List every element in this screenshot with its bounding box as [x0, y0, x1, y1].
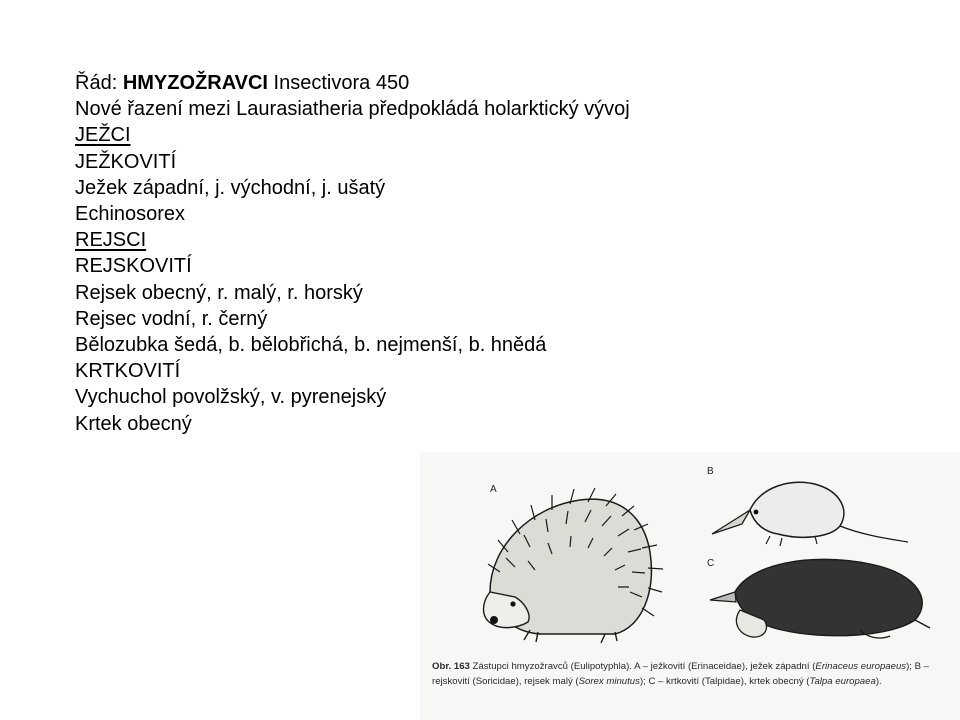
text-block: [75, 70, 835, 437]
shrew-drawing: [712, 482, 908, 546]
family-heading-jezkoviti: JEŽKOVITÍ: [75, 150, 177, 173]
species-line: Rejsec vodní, r. černý: [75, 307, 268, 330]
label-a: A: [490, 484, 497, 495]
caption-number: Obr. 163: [432, 661, 470, 672]
figure-caption: Obr. 163 Zástupci hmyzožravců (Eulipotyphla). A – ježkovití (Erinaceidae), ježek západní (Erinaceus europaeus); B – rejskovití (Soricidae), rejsek malý (Sorex minutus); C – krtkovití (Talpidae), krtek obecný (Talpa europaea).: [432, 661, 930, 687]
group-heading-jezci: JEŽCI: [75, 124, 131, 147]
mole-drawing: [710, 559, 930, 638]
hedgehog-drawing: [484, 488, 664, 643]
species-line: Rejsek obecný, r. malý, r. horský: [75, 281, 363, 304]
order-name: HMYZOŽRAVCI: [122, 72, 268, 94]
species-line: Echinosorex: [75, 203, 186, 226]
classification-note: Nové řazení mezi Laurasiatheria předpokládá holarktický vývoj: [75, 98, 630, 121]
group-heading-rejsci: REJSCI: [75, 229, 147, 252]
label-c: C: [707, 558, 715, 569]
species-line: Vychuchol povolžský, v. pyrenejský: [75, 386, 387, 409]
species-line: Ježek západní, j. východní, j. ušatý: [75, 176, 386, 199]
order-line: Řád: HMYZOŽRAVCI Insectivora 450: [75, 72, 410, 94]
family-heading-rejskoviti: REJSKOVITÍ: [75, 255, 192, 278]
label-b: B: [707, 466, 714, 477]
species-line: Bělozubka šedá, b. bělobřichá, b. nejmenší, b. hnědá: [75, 334, 547, 357]
species-line: Krtek obecný: [75, 412, 192, 435]
family-heading-krtkoviti: KRTKOVITÍ: [75, 360, 181, 383]
figure-illustration: [420, 452, 960, 720]
